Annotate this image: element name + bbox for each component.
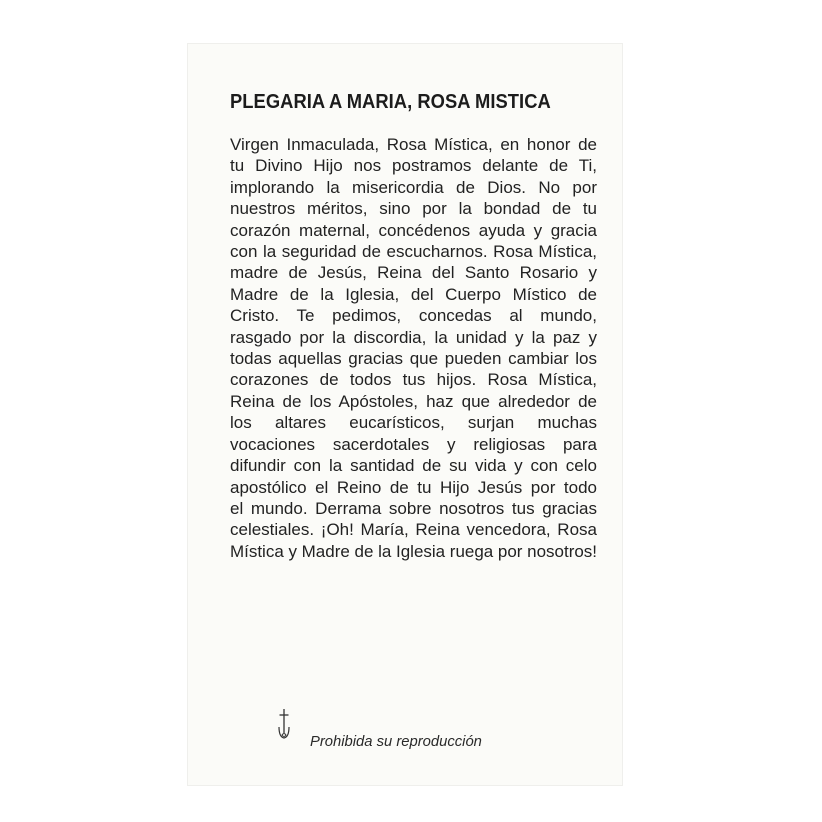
cross-anchor-icon	[276, 707, 292, 741]
prayer-line: difundir con la santidad de su vida y con celo	[230, 456, 597, 476]
prayer-line: el mundo. Derrama sobre nosotros tus gracias	[230, 498, 597, 518]
prayer-line: Madre de la Iglesia, del Cuerpo Místico de	[230, 284, 597, 304]
prayer-line: apostólico el Reino de tu Hijo Jesús por todo	[230, 477, 597, 497]
prayer-line: rasgado por la discordia, la unidad y la paz y	[230, 327, 597, 347]
prayer-line: celestiales. ¡Oh! María, Reina vencedora, Rosa	[230, 520, 597, 540]
prayer-line: Cristo. Te pedimos, concedas al mundo,	[230, 306, 597, 326]
prayer-line: tu Divino Hijo nos postramos delante de Ti,	[230, 156, 597, 176]
prayer-line: nuestros méritos, sino por la bondad de tu	[230, 199, 597, 219]
prayer-line: implorando la misericordia de Dios. No por	[230, 177, 597, 197]
copyright-notice: Prohibida su reproducción	[310, 734, 482, 750]
prayer-line: vocaciones sacerdotales y religiosas para	[230, 434, 597, 454]
prayer-line: con la seguridad de escucharnos. Rosa Mística,	[230, 242, 597, 262]
prayer-line: todas aquellas gracias que pueden cambiar los	[230, 349, 597, 369]
prayer-title: PLEGARIA A MARIA, ROSA MISTICA	[230, 91, 551, 113]
prayer-line: Virgen Inmaculada, Rosa Mística, en honor de	[230, 135, 597, 154]
prayer-text	[230, 134, 597, 562]
prayer-line: Reina de los Apóstoles, haz que alrededor de	[230, 391, 597, 411]
prayer-line: corazón maternal, concédenos ayuda y gracia	[230, 220, 597, 240]
prayer-line: corazones de todos tus hijos. Rosa Mística,	[230, 370, 597, 390]
prayer-line: madre de Jesús, Reina del Santo Rosario y	[230, 263, 597, 283]
prayer-line: los altares eucarísticos, surjan muchas	[230, 413, 597, 433]
prayer-card	[188, 44, 622, 785]
prayer-line: Mística y Madre de la Iglesia ruega por nosotros!	[230, 541, 597, 561]
